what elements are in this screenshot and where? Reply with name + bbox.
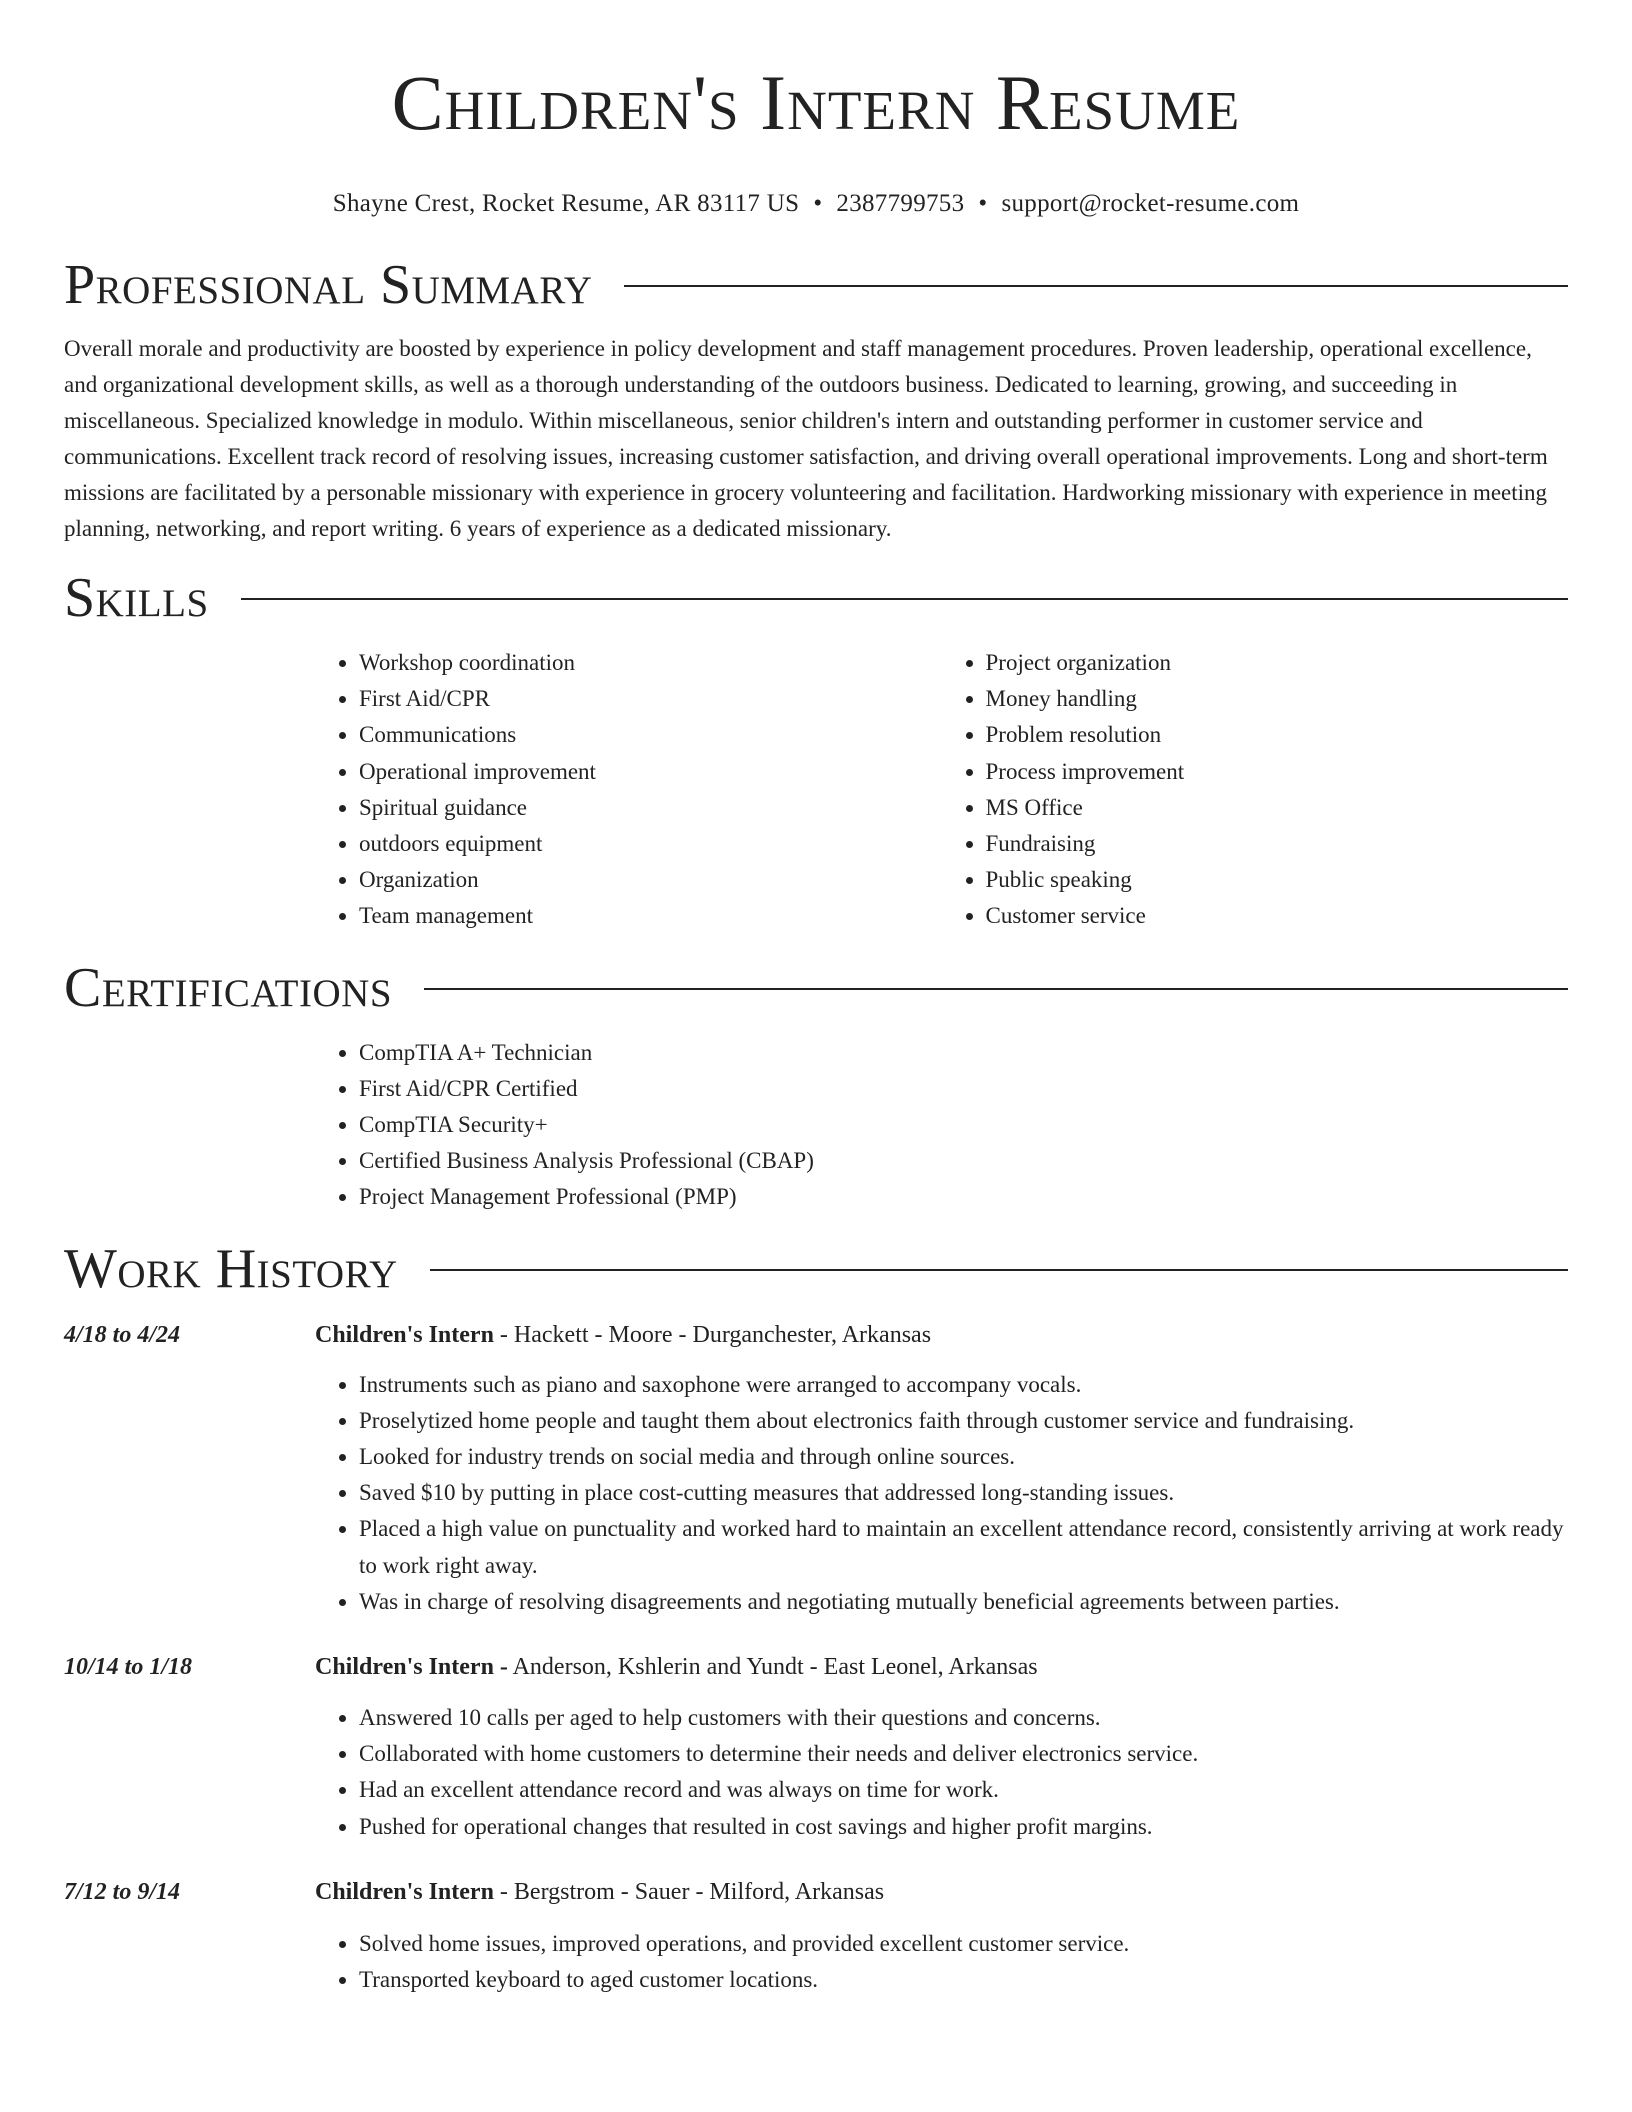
work-heading: Work History [64,1237,398,1300]
skills-column-left [315,645,942,935]
job-bullet: • Solved home issues, improved operations, and provided excellent customer service. [359,1926,1568,1962]
certifications-list [315,1035,1568,1216]
certifications-section-header [64,957,1568,1019]
job-title: Children's Intern [315,1321,494,1348]
job-bullet: • Looked for industry trends on social media and through online sources. [359,1439,1568,1475]
job-employer: - Bergstrom - Sauer - Milford, Arkansas [493,1878,885,1905]
skill-item: • Workshop coordination [359,645,942,681]
skill-item: • Organization [359,862,942,898]
job-bullets [315,1367,1568,1620]
contact-email[interactable]: support@rocket-resume.com [1001,190,1300,217]
job-employer: - Hackett - Moore - Durganchester, Arkansas [493,1321,932,1348]
skill-item: • Money handling [986,681,1569,717]
contact-phone: 2387799753 [836,190,965,217]
job-bullet: • Saved $10 by putting in place cost-cutting measures that addressed long-standing issues. [359,1475,1568,1511]
job-dates: 4/18 to 4/24 [64,1321,181,1348]
job-bullets [315,1926,1568,1998]
summary-heading: Professional Summary [64,254,593,316]
job-bullet: • Was in charge of resolving disagreements and negotiating mutually beneficial agreements between parties. [359,1584,1568,1620]
certification-item: • First Aid/CPR Certified [359,1071,1568,1107]
job-header [64,1875,1568,1909]
job-dates: 7/12 to 9/14 [64,1878,181,1905]
job-bullet: • Collaborated with home customers to determine their needs and deliver electronics service. [359,1736,1568,1772]
job-employer: Anderson, Kshlerin and Yundt - East Leonel, Arkansas [507,1654,1038,1681]
skills-list [315,645,1568,935]
skills-column-right [942,645,1569,935]
job-bullet: • Transported keyboard to aged customer locations. [359,1962,1568,1998]
job-bullet: • Placed a high value on punctuality and worked hard to maintain an excellent attendance record, consistently arriving at work ready to work right away. [359,1511,1568,1583]
skill-item: • Project organization [986,645,1569,681]
contact-line [64,188,1568,220]
job-dates: 10/14 to 1/18 [64,1654,193,1681]
contact-address: Shayne Crest, Rocket Resume, AR 83117 US [332,190,800,217]
job-title-line [315,1650,1038,1684]
job-title-line [315,1875,884,1909]
job-bullet: • Proselytized home people and taught them about electronics faith through customer service and fundraising. [359,1403,1568,1439]
skill-item: • First Aid/CPR [359,681,942,717]
job-title: Children's Intern - [315,1654,508,1681]
certification-item: • Project Management Professional (PMP) [359,1179,1568,1215]
section-rule [624,285,1568,287]
contact-separator: • [978,190,988,217]
certification-item: • CompTIA A+ Technician [359,1035,1568,1071]
skill-item: • Process improvement [986,754,1569,790]
job-entry [64,1650,1568,1845]
job-header [64,1318,1568,1352]
section-rule [430,1269,1568,1271]
skill-item: • Problem resolution [986,717,1569,753]
job-bullet: • Answered 10 calls per aged to help customers with their questions and concerns. [359,1700,1568,1736]
certification-item: • CompTIA Security+ [359,1107,1568,1143]
summary-section-header [64,254,1568,316]
job-bullet: • Pushed for operational changes that resulted in cost savings and higher profit margins. [359,1809,1568,1845]
job-title: Children's Intern [315,1878,494,1905]
skills-heading: Skills [64,567,209,629]
skill-item: • Fundraising [986,826,1569,862]
section-rule [241,598,1568,600]
skill-item: • Customer service [986,898,1569,934]
job-bullets [315,1700,1568,1845]
skill-item: • Communications [359,717,942,753]
section-rule [424,988,1568,990]
skill-item: • Public speaking [986,862,1569,898]
certification-item: • Certified Business Analysis Professional (CBAP) [359,1143,1568,1179]
job-header [64,1650,1568,1684]
skill-item: • Spiritual guidance [359,790,942,826]
job-entry [64,1318,1568,1620]
skill-item: • Operational improvement [359,754,942,790]
skill-item: • Team management [359,898,942,934]
contact-separator: • [813,190,823,217]
job-bullet: • Instruments such as piano and saxophone were arranged to accompany vocals. [359,1367,1568,1403]
resume-title: Children's Intern Resume [391,59,1241,146]
summary-text: Overall morale and productivity are boosted by experience in policy development and staff management procedures. Proven leadership, operational excellence, and organizational development skills, as well as a thorough understanding of the outdoors business. Dedicated to learning, growing, and succeeding in miscellaneous. Specialized knowledge in modulo. Within miscellaneous, senior children's intern and outstanding performer in customer service and communications. Excellent track record of resolving issues, increasing customer satisfaction, and driving overall operational improvements. Long and short-term missions are facilitated by a personable missionary with experience in grocery volunteering and facilitation. Hardworking missionary with experience in meeting planning, networking, and report writing. 6 years of experience as a dedicated missionary. [64,336,1548,541]
skill-item: • MS Office [986,790,1569,826]
job-title-line [315,1318,931,1352]
work-section-header [64,1238,1568,1300]
job-entry [64,1875,1568,1998]
skills-section-header [64,567,1568,629]
certifications-heading: Certifications [64,956,393,1019]
job-bullet: • Had an excellent attendance record and was always on time for work. [359,1772,1568,1808]
skill-item: • outdoors equipment [359,826,942,862]
